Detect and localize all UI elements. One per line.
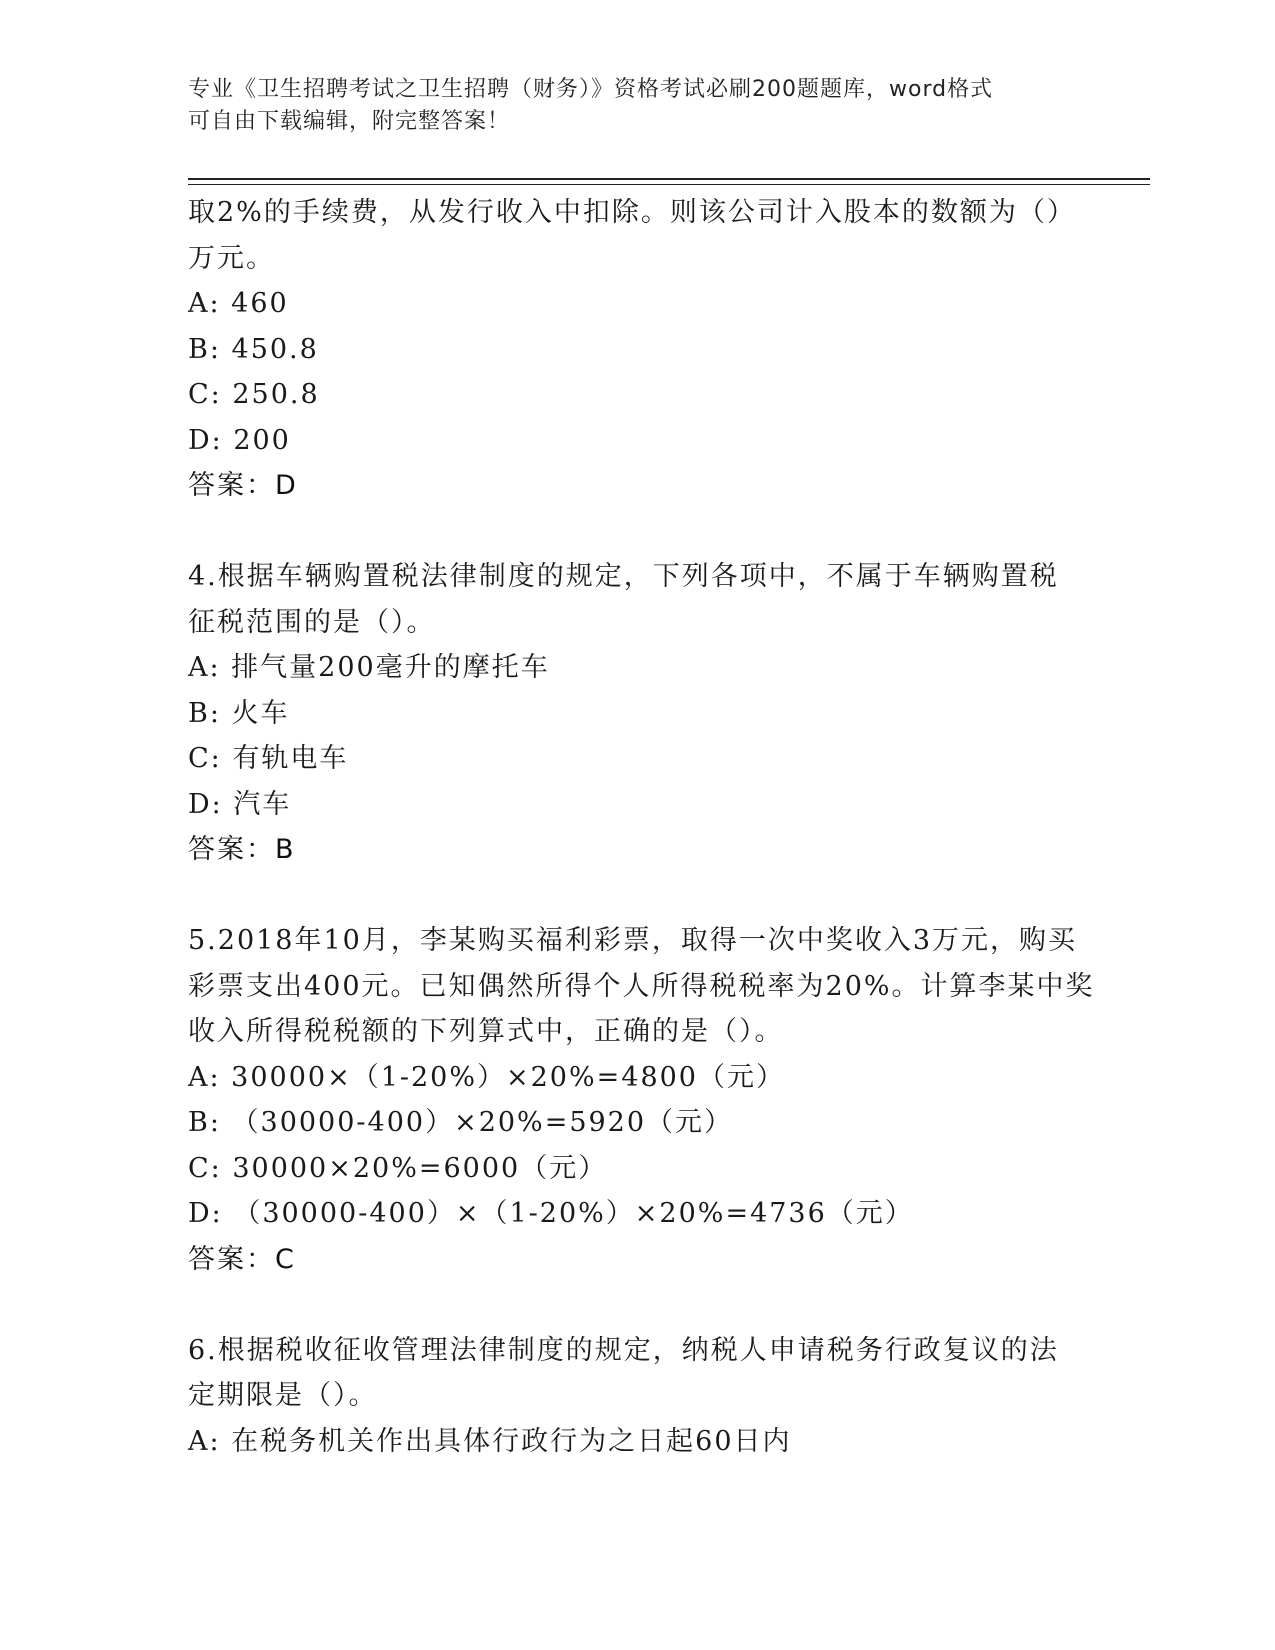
question-5 <box>188 918 1095 1282</box>
question-text-line: 征税范围的是（）。 <box>188 606 436 638</box>
question-text-line: 收入所得税税额的下列算式中，正确的是（）。 <box>188 1016 784 1047</box>
option-d: D: 200 <box>188 424 291 456</box>
header-line-1: 专业《卫生招聘考试之卫生招聘（财务）》资格考试必刷200题题库，word格式 <box>188 77 994 102</box>
header-line-2: 可自由下载编辑，附完整答案！ <box>188 109 511 134</box>
question-text-line: 6.根据税收征收管理法律制度的规定，纳税人申请税务行政复议的法 <box>188 1334 1059 1366</box>
option-c: C: 30000×20%=6000（元） <box>188 1152 608 1184</box>
option-a: A: 排气量200毫升的摩托车 <box>188 652 550 683</box>
answer-line: 答案：D <box>188 470 298 501</box>
answer-line: 答案：B <box>188 834 296 865</box>
option-d: D: 汽车 <box>188 788 292 820</box>
spacer <box>188 509 1088 555</box>
option-a: A: 在税务机关作出具体行政行为之日起60日内 <box>188 1425 792 1457</box>
option-c: C: 250.8 <box>188 379 320 410</box>
question-6 <box>188 1328 1088 1465</box>
question-3 <box>188 190 1088 509</box>
option-b: B: 火车 <box>188 697 290 729</box>
option-a: A: 30000×（1-20%）×20%=4800（元） <box>188 1061 785 1093</box>
spacer <box>188 873 1088 919</box>
answer-line: 答案：C <box>188 1243 296 1275</box>
question-text-line: 万元。 <box>188 242 275 274</box>
question-list <box>188 190 1095 1464</box>
question-text-line: 彩票支出400元。已知偶然所得个人所得税税率为20%。计算李某中奖 <box>188 970 1095 1002</box>
option-b: B: 450.8 <box>188 333 319 365</box>
document-header <box>188 74 1088 138</box>
question-text-line: 定期限是（）。 <box>188 1380 378 1411</box>
option-b: B: （30000-400）×20%=5920（元） <box>188 1107 734 1138</box>
question-text-line: 4.根据车辆购置税法律制度的规定，下列各项中，不属于车辆购置税 <box>188 561 1059 592</box>
spacer <box>188 1282 1088 1328</box>
question-4 <box>188 554 1088 873</box>
question-text-line: 取2%的手续费，从发行收入中扣除。则该公司计入股本的数额为（） <box>188 197 1076 228</box>
question-text-line: 5.2018年10月，李某购买福利彩票，取得一次中奖收入3万元，购买 <box>188 925 1078 956</box>
option-a: A: 460 <box>188 288 289 319</box>
option-c: C: 有轨电车 <box>188 743 349 774</box>
header-rule-thin <box>188 184 1150 185</box>
option-d: D: （30000-400）×（1-20%）×20%=4736（元） <box>188 1198 914 1229</box>
header-rule-thick <box>188 178 1150 180</box>
